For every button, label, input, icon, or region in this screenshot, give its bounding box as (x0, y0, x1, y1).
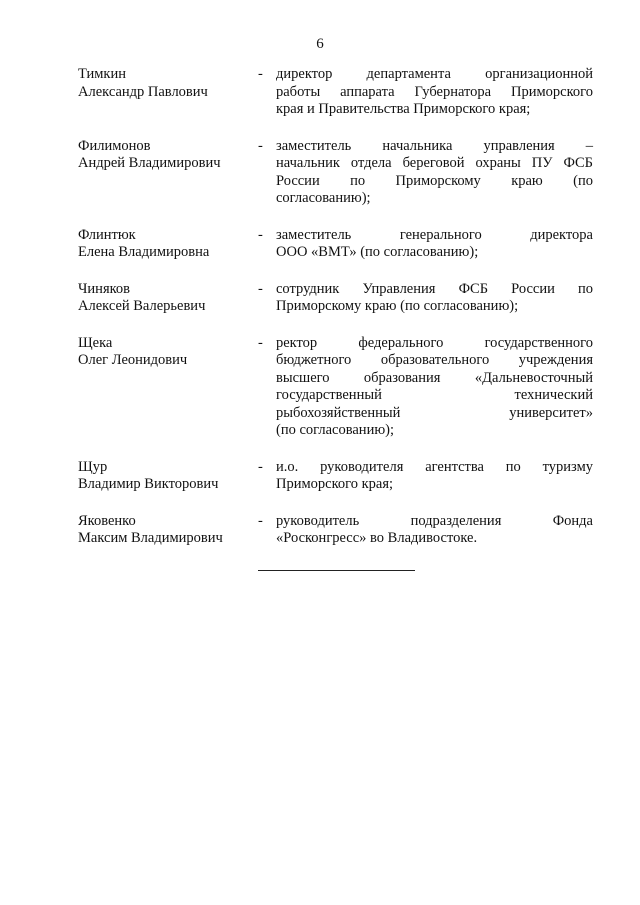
list-item (78, 227, 596, 262)
given-names: Александр Павлович (78, 83, 208, 100)
role-line: края и Правительства Приморского края; (276, 101, 531, 117)
given-names: Максим Владимирович (78, 530, 223, 546)
role-line: ООО «ВМТ» (по согласованию); (276, 244, 479, 260)
role-line: рыбохозяйственный университет» (276, 404, 593, 421)
role-line: заместитель начальника управления – (276, 137, 593, 154)
role-line: и.о. руководителя агентства по туризму (276, 458, 593, 475)
position-description (276, 66, 593, 119)
role-line: согласованию); (276, 190, 371, 206)
position-description (276, 281, 593, 316)
role-line: Приморскому краю (по согласованию); (276, 298, 519, 314)
position-description (276, 138, 593, 208)
person-name (78, 513, 258, 548)
list-item (78, 513, 596, 548)
members-list (78, 66, 596, 567)
given-names: Андрей Владимирович (78, 155, 221, 171)
person-name (78, 281, 258, 316)
role-line: директор департамента организационной (276, 66, 593, 82)
list-item (78, 66, 596, 119)
person-name (78, 66, 258, 101)
surname: Тимкин (78, 66, 126, 82)
dash-separator: - (258, 66, 263, 82)
position-description (276, 513, 593, 548)
role-line: (по согласованию); (276, 422, 395, 438)
dash-separator: - (258, 334, 263, 351)
list-item (78, 281, 596, 316)
role-line: работы аппарата Губернатора Приморского (276, 83, 593, 100)
surname: Яковенко (78, 512, 136, 529)
given-names: Владимир Викторович (78, 476, 219, 492)
list-item (78, 335, 596, 440)
surname: Филимонов (78, 137, 151, 154)
dash-separator: - (258, 512, 263, 529)
role-line: бюджетного образовательного учреждения (276, 352, 593, 368)
given-names: Алексей Валерьевич (78, 298, 206, 314)
end-of-document-rule (258, 570, 415, 571)
position-description (276, 227, 593, 262)
role-line: высшего образования «Дальневосточный (276, 369, 593, 386)
person-name (78, 227, 258, 262)
role-line: «Росконгресс» во Владивостоке. (276, 530, 478, 546)
surname: Чиняков (78, 280, 131, 297)
surname: Щека (78, 334, 113, 351)
dash-separator: - (258, 137, 263, 154)
role-line: России по Приморскому краю (по (276, 172, 593, 189)
role-line: государственный технический (276, 387, 593, 403)
list-item (78, 459, 596, 494)
given-names: Олег Леонидович (78, 352, 188, 368)
dash-separator: - (258, 226, 263, 243)
dash-separator: - (258, 280, 263, 297)
dash-separator: - (258, 458, 263, 475)
page-number: 6 (316, 36, 324, 52)
role-line: Приморского края; (276, 476, 394, 492)
role-line: сотрудник Управления ФСБ России по (276, 280, 593, 297)
given-names: Елена Владимировна (78, 244, 210, 260)
role-line: заместитель генерального директора (276, 226, 593, 243)
list-item (78, 138, 596, 208)
role-line: ректор федерального государственного (276, 334, 593, 351)
surname: Флинтюк (78, 226, 136, 243)
position-description (276, 459, 593, 494)
surname: Щур (78, 458, 108, 475)
person-name (78, 138, 258, 173)
role-line: начальник отдела береговой охраны ПУ ФСБ (276, 155, 593, 171)
role-line: руководитель подразделения Фонда (276, 512, 593, 529)
person-name (78, 459, 258, 494)
position-description (276, 335, 593, 440)
person-name (78, 335, 258, 370)
